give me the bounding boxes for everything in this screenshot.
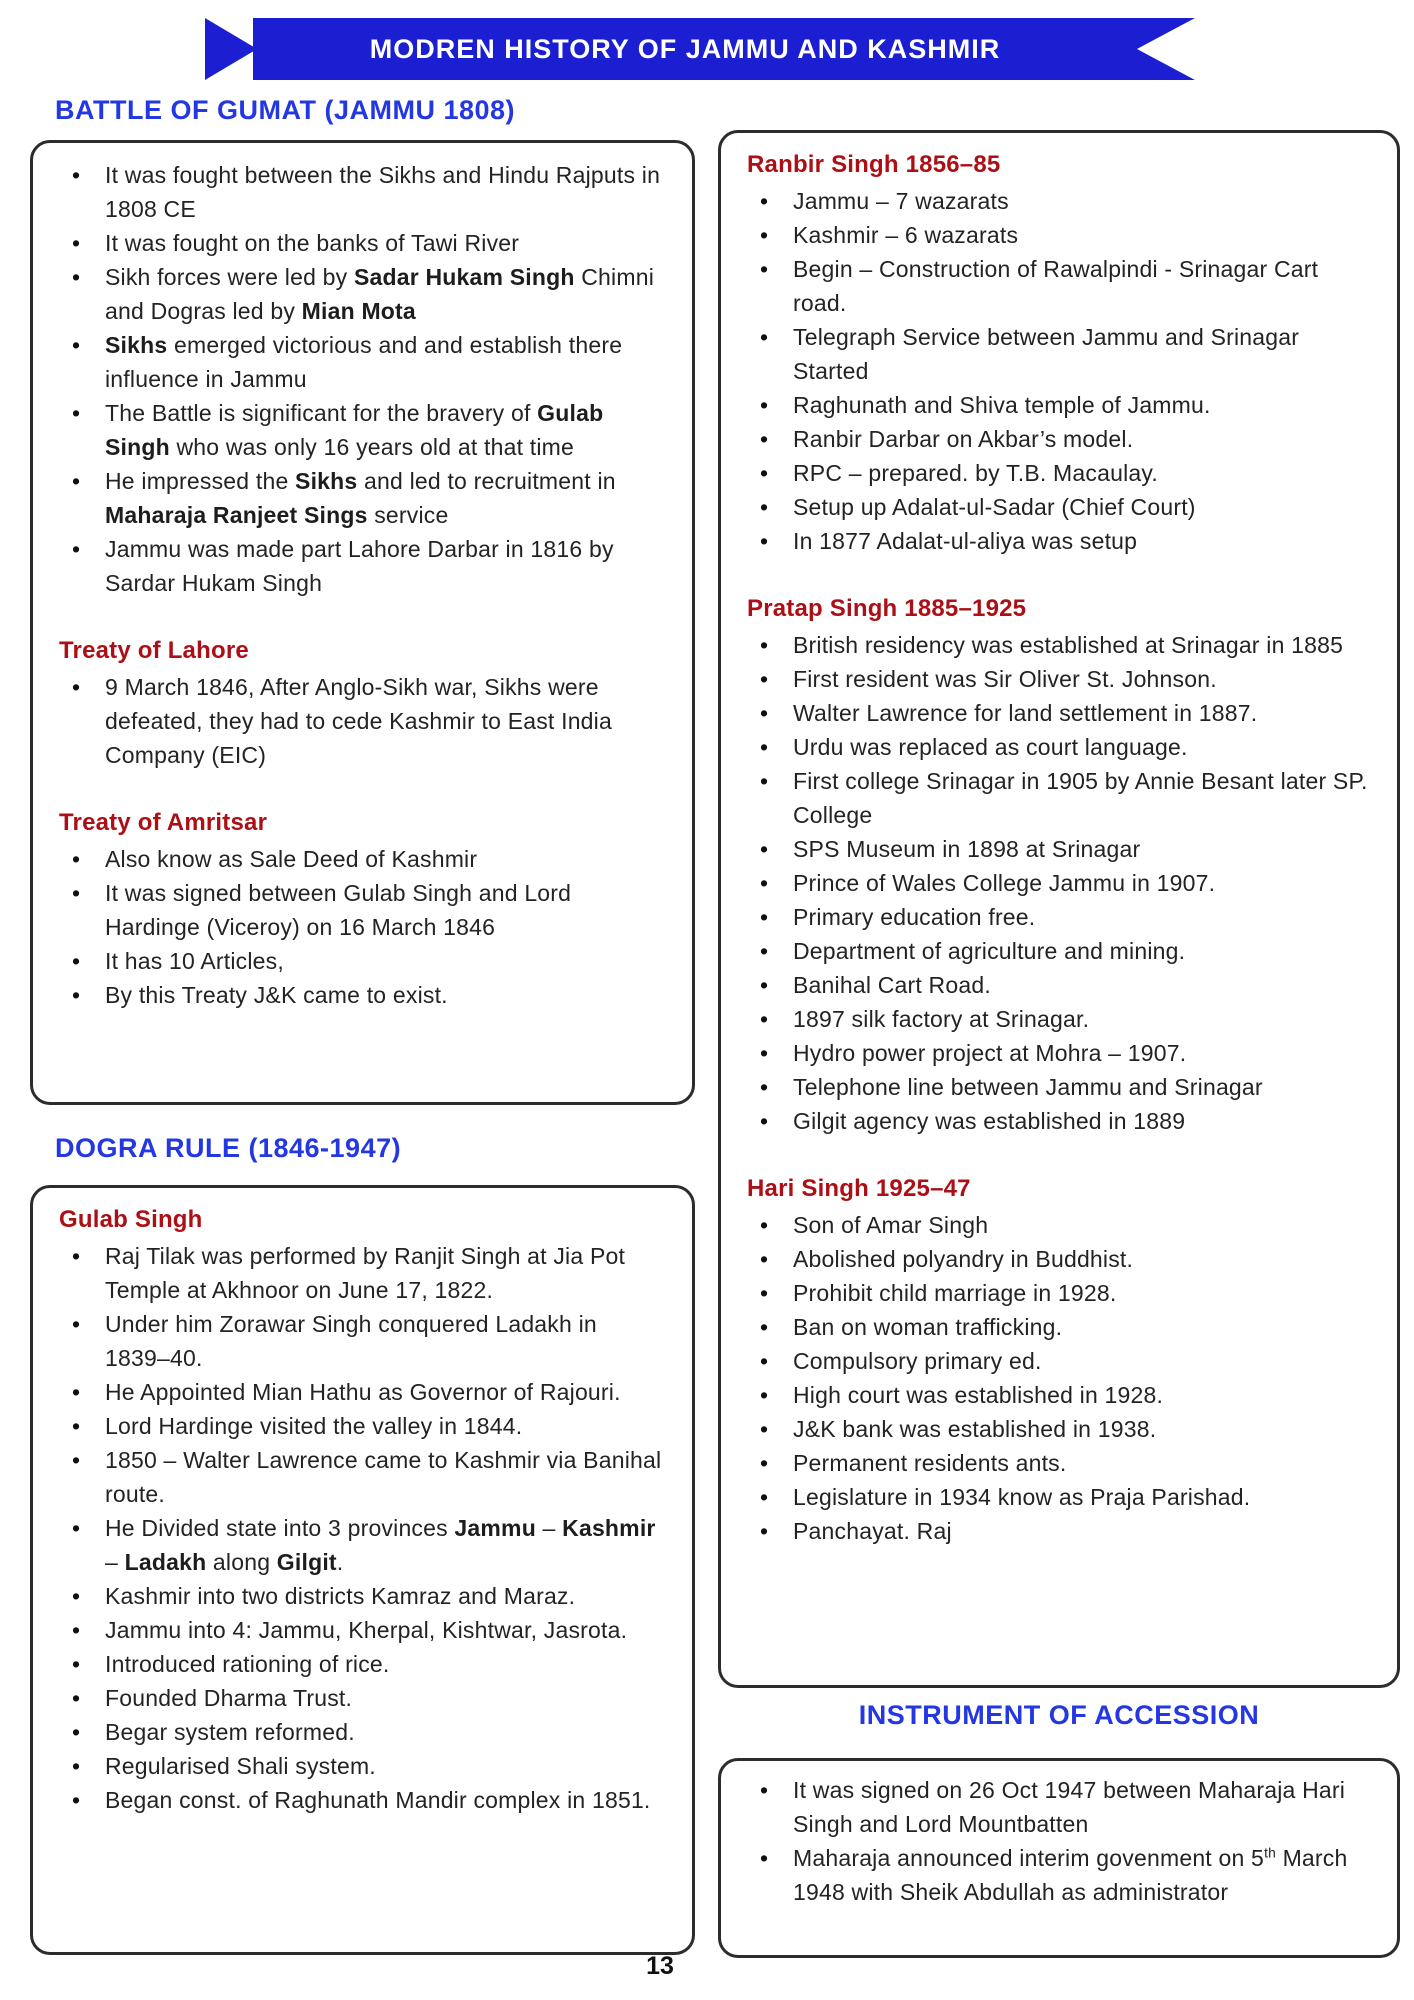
bullet-item: • Sikh forces were led by Sadar Hukam Singh Chimni and Dogras led by Mian Mota	[57, 260, 668, 328]
bullet-group	[745, 1773, 1373, 1909]
bullet-item: • Began const. of Raghunath Mandir complex in 1851.	[57, 1783, 668, 1817]
bullet-item: • Under him Zorawar Singh conquered Ladakh in 1839–40.	[57, 1307, 668, 1375]
rulers-box	[718, 130, 1400, 1688]
bullet-item: • It was fought on the banks of Tawi River	[57, 226, 668, 260]
dogra-rule-box	[30, 1185, 695, 1955]
bullet-item: • The Battle is significant for the bravery of Gulab Singh who was only 16 years old at that time	[57, 396, 668, 464]
title-banner	[205, 18, 1195, 80]
bullet-list	[745, 184, 1373, 558]
bullet-item: • Jammu into 4: Jammu, Kherpal, Kishtwar, Jasrota.	[57, 1613, 668, 1647]
bullet-item: • Also know as Sale Deed of Kashmir	[57, 842, 668, 876]
bullet-item: • He Divided state into 3 provinces Jammu – Kashmir – Ladakh along Gilgit.	[57, 1511, 668, 1579]
bullet-group	[57, 806, 668, 1012]
bullet-list	[745, 1773, 1373, 1909]
bullet-item: • Prince of Wales College Jammu in 1907.	[745, 866, 1373, 900]
bullet-list	[57, 842, 668, 1012]
bullet-item: • Regularised Shali system.	[57, 1749, 668, 1783]
bullet-item: • Introduced rationing of rice.	[57, 1647, 668, 1681]
bullet-item: • Jammu was made part Lahore Darbar in 1816 by Sardar Hukam Singh	[57, 532, 668, 600]
subheading: Hari Singh 1925–47	[747, 1175, 971, 1202]
bullet-item: • It was signed on 26 Oct 1947 between Maharaja Hari Singh and Lord Mountbatten	[745, 1773, 1373, 1841]
bullet-item: • High court was established in 1928.	[745, 1378, 1373, 1412]
bullet-item: • In 1877 Adalat-ul-aliya was setup	[745, 524, 1373, 558]
bullet-item: • British residency was established at Srinagar in 1885	[745, 628, 1373, 662]
bullet-group	[57, 1203, 668, 1817]
section-heading-dogra-rule: DOGRA RULE (1846-1947)	[55, 1133, 402, 1163]
bullet-item: • Kashmir – 6 wazarats	[745, 218, 1373, 252]
bullet-item: • Setup up Adalat-ul-Sadar (Chief Court)	[745, 490, 1373, 524]
bullet-item: • Ranbir Darbar on Akbar’s model.	[745, 422, 1373, 456]
bullet-item: • Legislature in 1934 know as Praja Parishad.	[745, 1480, 1373, 1514]
bullet-list	[57, 670, 668, 772]
bullet-item: • Telegraph Service between Jammu and Srinagar Started	[745, 320, 1373, 388]
instrument-of-accession-box	[718, 1758, 1400, 1958]
bullet-item: • He impressed the Sikhs and led to recruitment in Maharaja Ranjeet Sings service	[57, 464, 668, 532]
bullet-item: • Panchayat. Raj	[745, 1514, 1373, 1548]
bullet-item: • Telephone line between Jammu and Srinagar	[745, 1070, 1373, 1104]
bullet-item: • Hydro power project at Mohra – 1907.	[745, 1036, 1373, 1070]
bullet-item: • Banihal Cart Road.	[745, 968, 1373, 1002]
bullet-group	[745, 592, 1373, 1138]
bullet-item: • Abolished polyandry in Buddhist.	[745, 1242, 1373, 1276]
bullet-item: • Sikhs emerged victorious and and establish there influence in Jammu	[57, 328, 668, 396]
page-number: 13	[646, 1952, 674, 1980]
section-heading-instrument-of-accession: INSTRUMENT OF ACCESSION	[858, 1700, 1260, 1730]
subheading: Treaty of Lahore	[59, 637, 249, 664]
bullet-item: • 1850 – Walter Lawrence came to Kashmir via Banihal route.	[57, 1443, 668, 1511]
bullet-list	[745, 1208, 1373, 1548]
bullet-item: • First resident was Sir Oliver St. Johnson.	[745, 662, 1373, 696]
section-heading-battle-of-gumat: BATTLE OF GUMAT (JAMMU 1808)	[55, 95, 516, 125]
subheading: Ranbir Singh 1856–85	[747, 151, 1001, 178]
bullet-item: • Jammu – 7 wazarats	[745, 184, 1373, 218]
bullet-item: • Raj Tilak was performed by Ranjit Singh at Jia Pot Temple at Akhnoor on June 17, 1822.	[57, 1239, 668, 1307]
page-title: MODREN HISTORY OF JAMMU AND KASHMIR	[369, 33, 1001, 64]
bullet-group	[745, 1172, 1373, 1548]
bullet-item: • SPS Museum in 1898 at Srinagar	[745, 832, 1373, 866]
subheading: Treaty of Amritsar	[59, 809, 268, 836]
bullet-item: • Lord Hardinge visited the valley in 1844.	[57, 1409, 668, 1443]
bullet-item: • Maharaja announced interim govenment on 5th March 1948 with Sheik Abdullah as administrator	[745, 1841, 1373, 1909]
bullet-item: • 1897 silk factory at Srinagar.	[745, 1002, 1373, 1036]
bullet-item: • Begar system reformed.	[57, 1715, 668, 1749]
bullet-item: • First college Srinagar in 1905 by Annie Besant later SP. College	[745, 764, 1373, 832]
bullet-item: • Compulsory primary ed.	[745, 1344, 1373, 1378]
bullet-item: • Walter Lawrence for land settlement in 1887.	[745, 696, 1373, 730]
bullet-item: • Founded Dharma Trust.	[57, 1681, 668, 1715]
bullet-item: • Department of agriculture and mining.	[745, 934, 1373, 968]
bullet-item: • Begin – Construction of Rawalpindi - Srinagar Cart road.	[745, 252, 1373, 320]
subheading: Pratap Singh 1885–1925	[747, 595, 1027, 622]
bullet-item: • Raghunath and Shiva temple of Jammu.	[745, 388, 1373, 422]
bullet-item: • By this Treaty J&K came to exist.	[57, 978, 668, 1012]
bullet-item: • RPC – prepared. by T.B. Macaulay.	[745, 456, 1373, 490]
bullet-item: • Gilgit agency was established in 1889	[745, 1104, 1373, 1138]
bullet-item: • It was signed between Gulab Singh and Lord Hardinge (Viceroy) on 16 March 1846	[57, 876, 668, 944]
bullet-item: • He Appointed Mian Hathu as Governor of Rajouri.	[57, 1375, 668, 1409]
bullet-item: • Ban on woman trafficking.	[745, 1310, 1373, 1344]
bullet-item: • It was fought between the Sikhs and Hindu Rajputs in 1808 CE	[57, 158, 668, 226]
bullet-item: • Prohibit child marriage in 1928.	[745, 1276, 1373, 1310]
bullet-item: • Permanent residents ants.	[745, 1446, 1373, 1480]
bullet-item: • 9 March 1846, After Anglo-Sikh war, Sikhs were defeated, they had to cede Kashmir to East India Company (EIC)	[57, 670, 668, 772]
bullet-list	[57, 1239, 668, 1817]
bullet-group	[745, 148, 1373, 558]
subheading: Gulab Singh	[59, 1206, 203, 1233]
bullet-item: • Primary education free.	[745, 900, 1373, 934]
bullet-list	[745, 628, 1373, 1138]
bullet-list	[57, 158, 668, 600]
bullet-item: • Urdu was replaced as court language.	[745, 730, 1373, 764]
bullet-item: • Son of Amar Singh	[745, 1208, 1373, 1242]
battle-of-gumat-box	[30, 140, 695, 1105]
bullet-group	[57, 634, 668, 772]
bullet-item: • J&K bank was established in 1938.	[745, 1412, 1373, 1446]
bullet-group	[57, 158, 668, 600]
bullet-item: • It has 10 Articles,	[57, 944, 668, 978]
bullet-item: • Kashmir into two districts Kamraz and Maraz.	[57, 1579, 668, 1613]
